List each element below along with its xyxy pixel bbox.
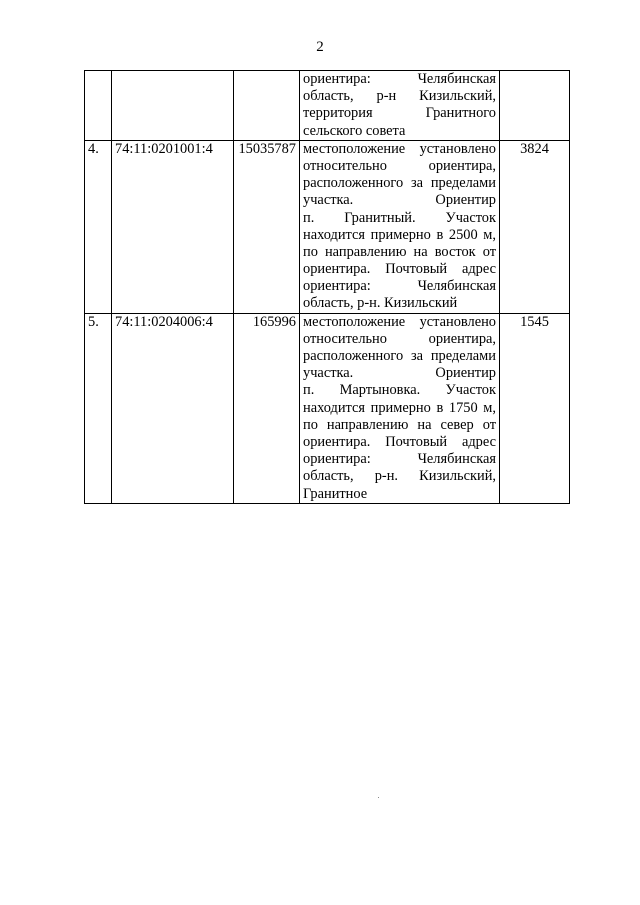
area-cell <box>234 71 300 141</box>
area-cell: 15035787 <box>234 140 300 313</box>
description-line: относительно ориентира, <box>303 330 496 347</box>
value-cell: 3824 <box>500 140 570 313</box>
page-number: 2 <box>316 39 324 55</box>
description-line: область, р-н. Кизильский, <box>303 468 496 485</box>
row-number-cell: 4. <box>85 140 112 313</box>
description-line: п. Гранитный. Участок <box>303 209 496 226</box>
description-line: территория Гранитного <box>303 105 496 122</box>
table-body <box>85 71 570 504</box>
description-line: п. Мартыновка. Участок <box>303 382 496 399</box>
description-line: сельского совета <box>303 122 406 139</box>
description-line: находится примерно в 1750 м, <box>303 399 496 416</box>
cadastral-number-cell <box>112 71 234 141</box>
description-line: Гранитное <box>303 485 368 502</box>
value-cell: 1545 <box>500 313 570 503</box>
location-description-cell <box>300 313 500 503</box>
area-cell: 165996 <box>234 313 300 503</box>
row-number-cell: 5. <box>85 313 112 503</box>
description-line: по направлению на восток от <box>303 243 496 260</box>
description-line: ориентира: Челябинская <box>303 71 496 87</box>
description-line: находится примерно в 2500 м, <box>303 226 496 243</box>
description-line: расположенного за пределами <box>303 348 496 364</box>
description-line: ориентира: Челябинская <box>303 451 496 468</box>
land-plots-table <box>84 70 570 504</box>
description-line: относительно ориентира, <box>303 157 496 174</box>
description-line: область, р-н Кизильский, <box>303 88 496 105</box>
location-description-cell <box>300 140 500 313</box>
cadastral-number-cell: 74:11:0204006:4 <box>112 313 234 503</box>
scan-speck <box>378 797 379 798</box>
description-line: ориентира. Почтовый адрес <box>303 433 496 450</box>
row-number-cell <box>85 71 112 141</box>
description-line: расположенного за пределами <box>303 175 496 192</box>
description-line: участка. Ориентир <box>303 192 496 209</box>
description-line: местоположение установлено <box>303 313 496 330</box>
description-line: местоположение установлено <box>303 140 496 157</box>
description-line: область, р-н. Кизильский <box>303 295 458 312</box>
table-row <box>85 140 570 313</box>
description-line: по направлению на север от <box>303 416 496 433</box>
table-row <box>85 313 570 503</box>
description-line: участка. Ориентир <box>303 365 496 382</box>
value-cell <box>500 71 570 141</box>
table-row <box>85 71 570 141</box>
description-line: ориентира: Челябинская <box>303 278 496 295</box>
location-description-cell <box>300 71 500 141</box>
description-line: ориентира. Почтовый адрес <box>303 261 496 278</box>
cadastral-number-cell: 74:11:0201001:4 <box>112 140 234 313</box>
